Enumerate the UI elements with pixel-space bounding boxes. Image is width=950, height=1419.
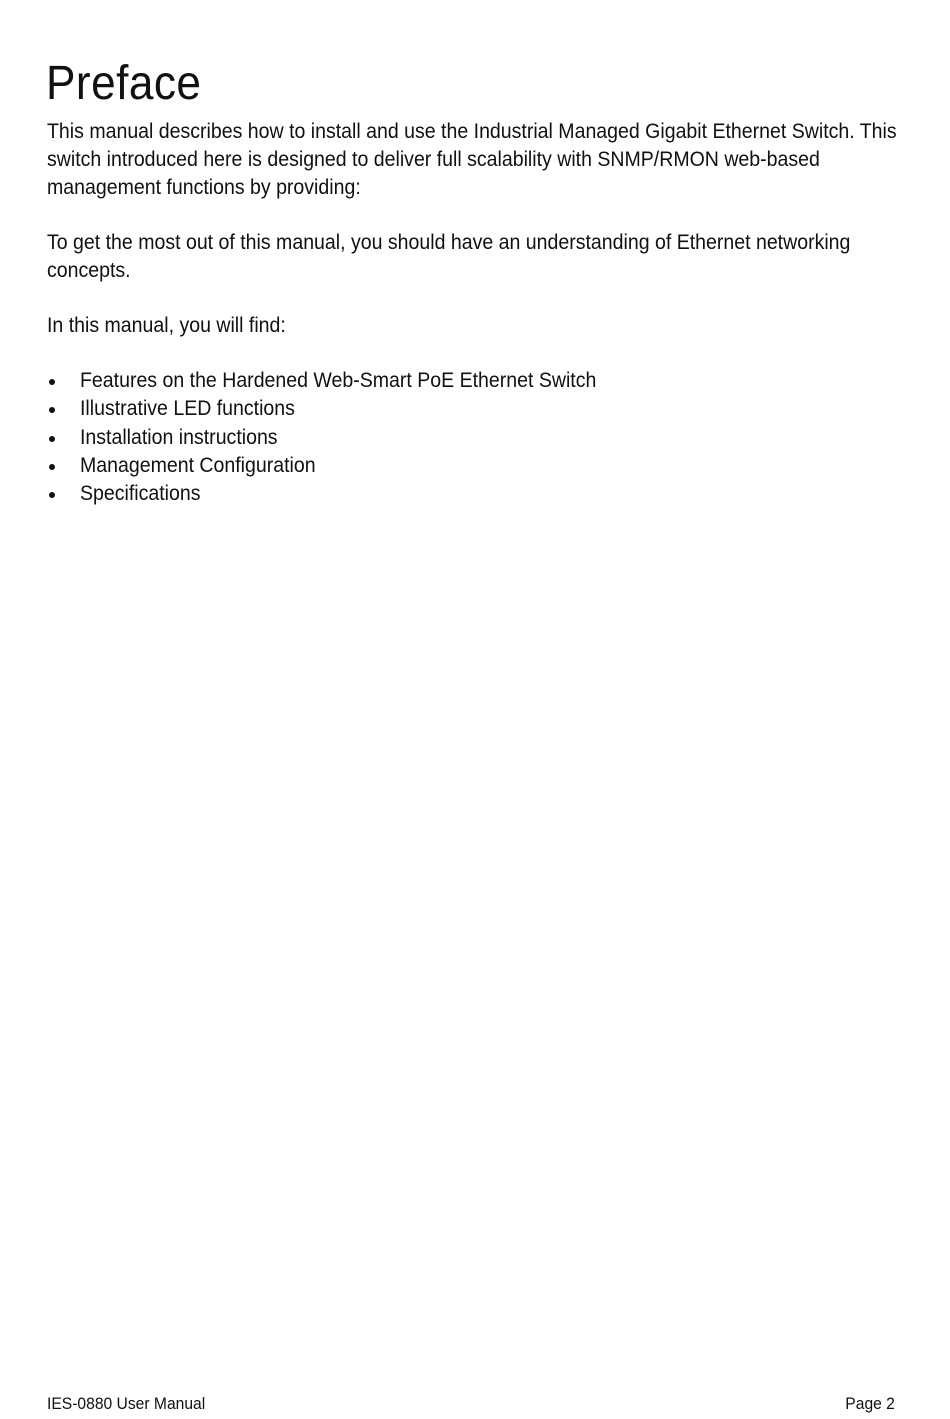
document-body bbox=[47, 118, 907, 508]
bullet-icon bbox=[49, 407, 55, 413]
list-item bbox=[47, 395, 907, 423]
bullet-icon bbox=[49, 492, 55, 498]
footer-page-number: Page 2 bbox=[845, 1394, 895, 1413]
list-item-text: Specifications bbox=[80, 482, 201, 506]
page-footer bbox=[47, 1394, 895, 1414]
page-title: Preface bbox=[46, 57, 202, 110]
list-item bbox=[47, 424, 907, 452]
footer-manual-name: IES-0880 User Manual bbox=[47, 1394, 206, 1413]
intro-paragraph: This manual describes how to install and use the Industrial Managed Gigabit Ethernet Switch. This switch introduced here is designed to deliver full scalability with SNMP/RMON web-based management functions by providing: bbox=[47, 120, 897, 199]
bullet-icon bbox=[49, 436, 55, 442]
list-item-text: Features on the Hardened Web-Smart PoE Ethernet Switch bbox=[80, 369, 597, 392]
list-item-text: Illustrative LED functions bbox=[80, 397, 295, 421]
list-item-text: Installation instructions bbox=[80, 425, 278, 449]
bullet-icon bbox=[49, 464, 55, 470]
list-item bbox=[47, 367, 907, 395]
list-item-text: Management Configuration bbox=[80, 453, 316, 477]
list-item bbox=[47, 452, 907, 480]
contents-list bbox=[47, 367, 907, 508]
bullet-icon bbox=[49, 379, 55, 385]
contents-intro-paragraph: In this manual, you will find: bbox=[47, 314, 286, 337]
list-item bbox=[47, 480, 907, 508]
prerequisite-paragraph: To get the most out of this manual, you should have an understanding of Ethernet networking concepts. bbox=[47, 231, 851, 282]
